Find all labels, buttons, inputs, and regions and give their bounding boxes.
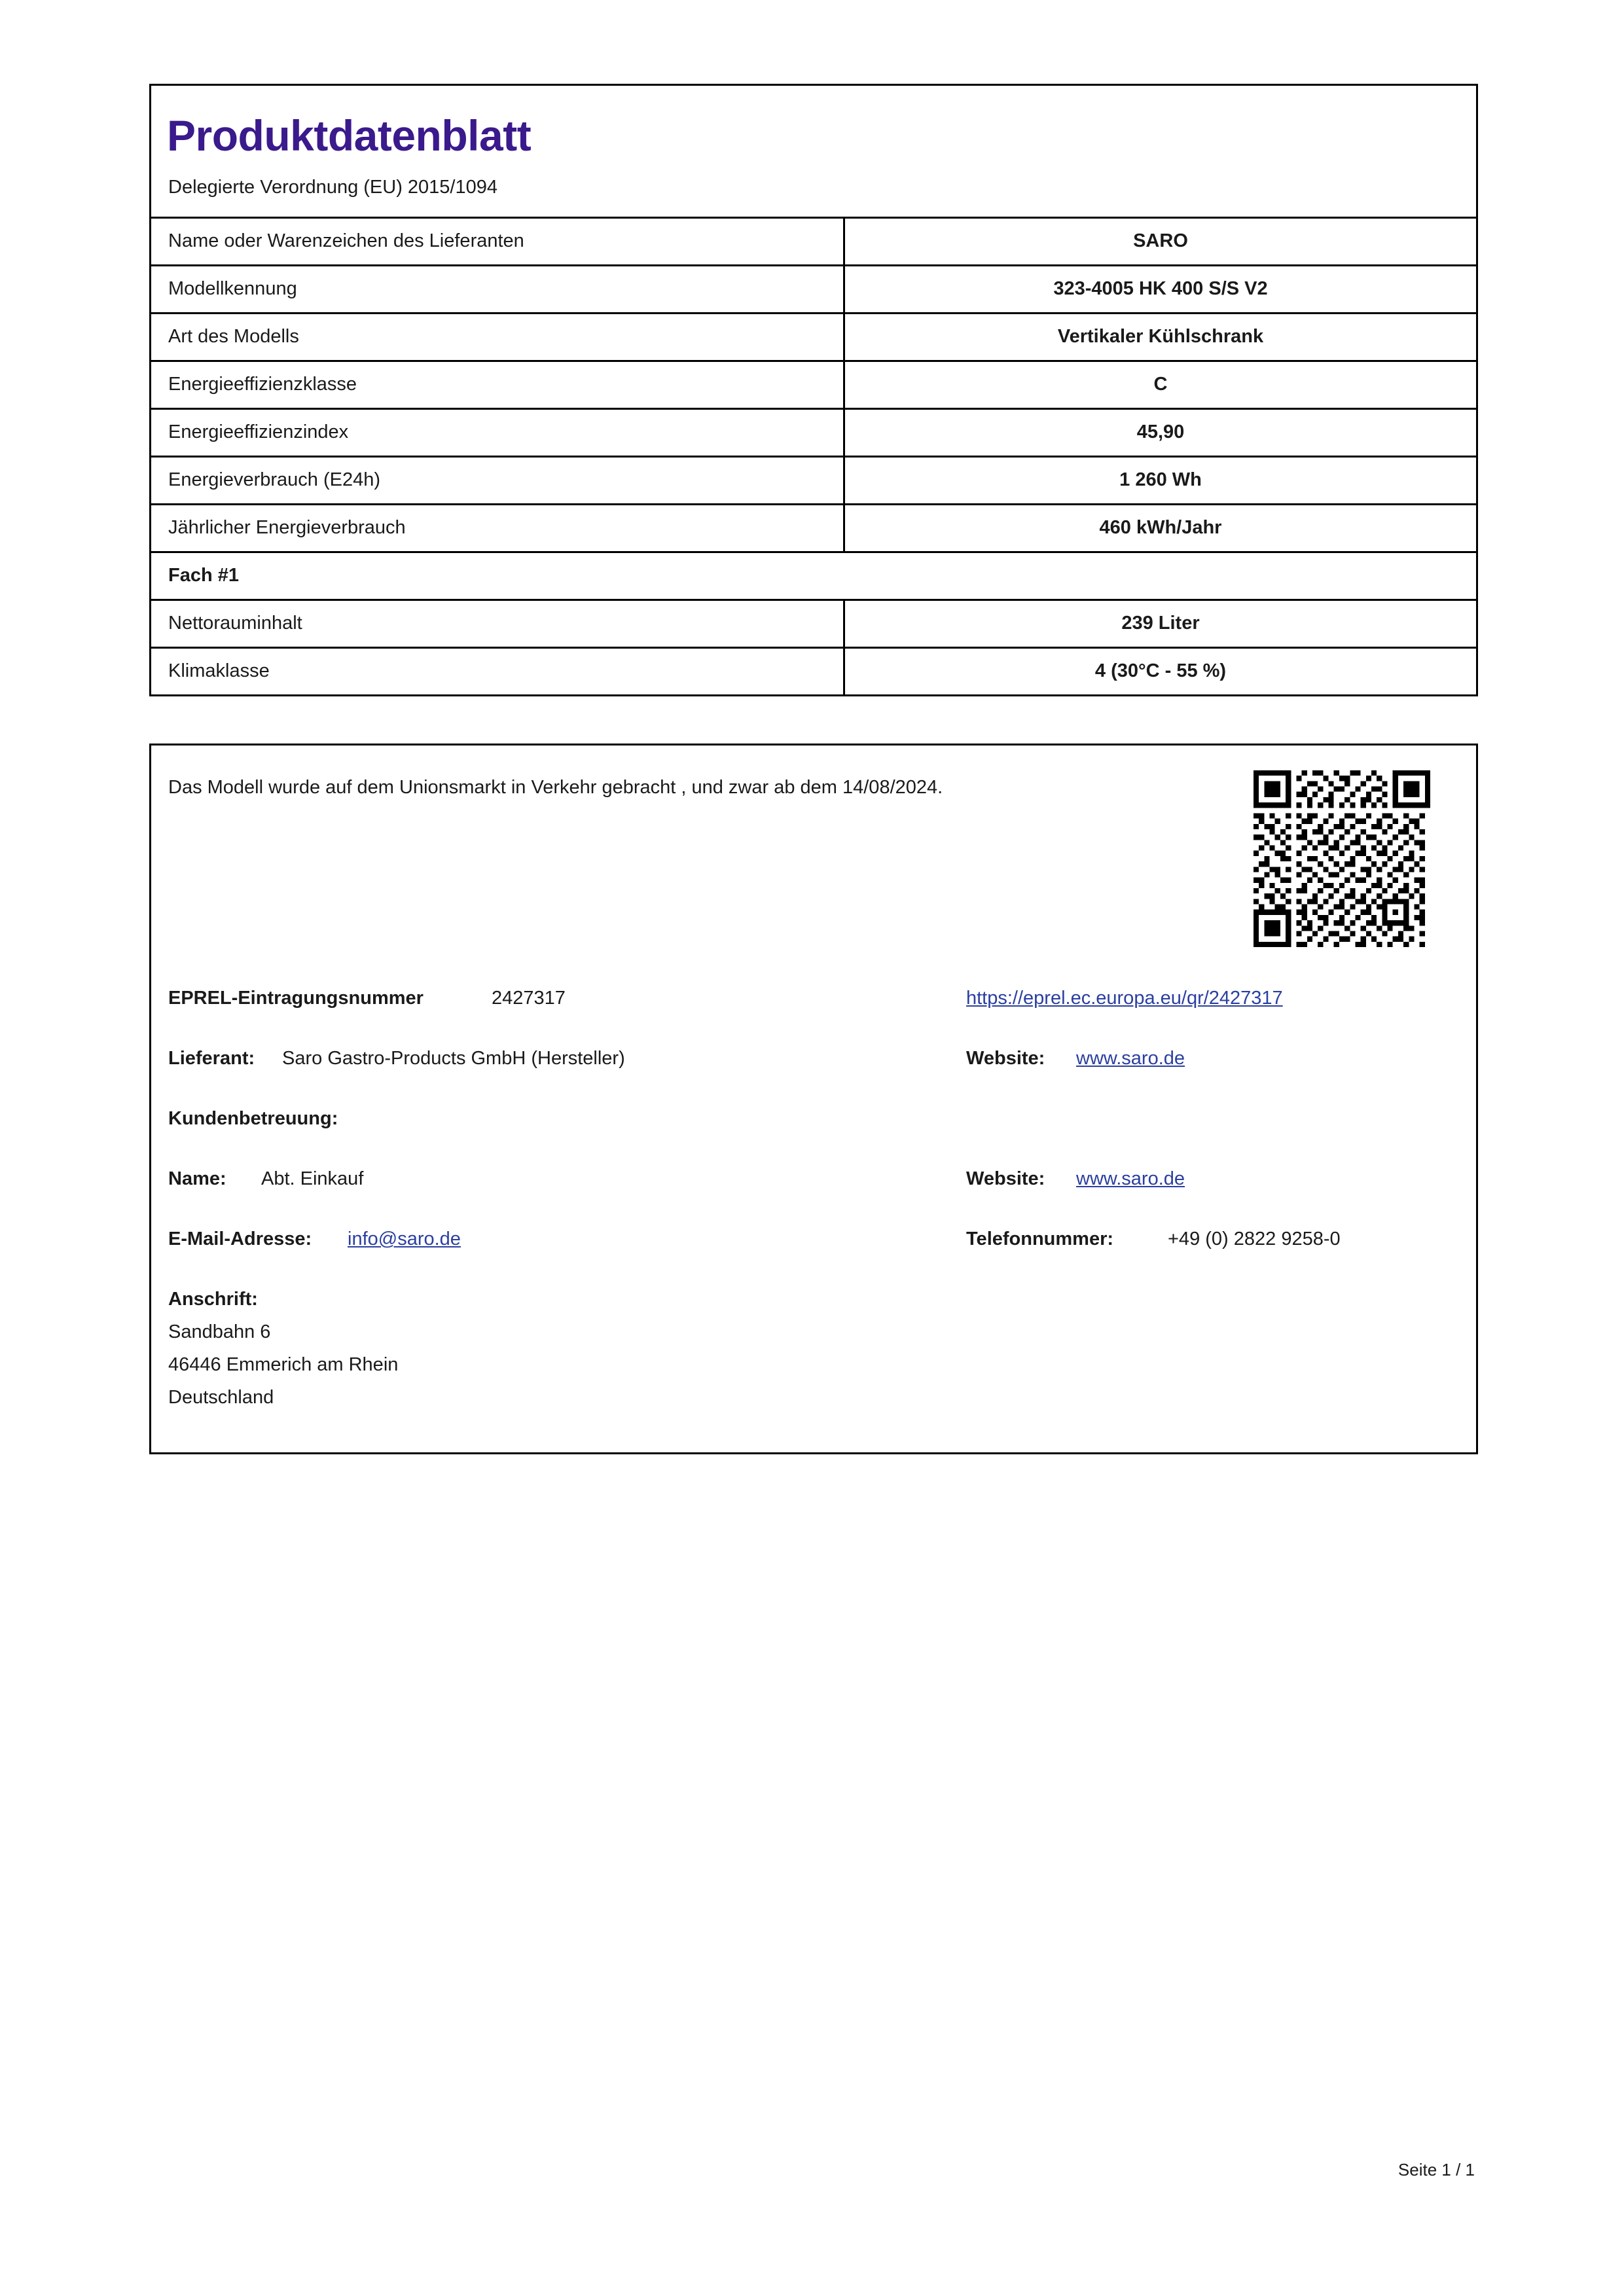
table-row [151, 408, 1476, 456]
table-cell-value: 460 kWh/Jahr [844, 504, 1477, 552]
table-cell-label: Modellkennung [151, 265, 844, 313]
table-cell-label: Energieeffizienzklasse [151, 361, 844, 408]
table-row [151, 361, 1476, 408]
address-line-2: 46446 Emmerich am Rhein [168, 1354, 399, 1375]
table-cell-value: Vertikaler Kühlschrank [844, 313, 1477, 361]
email-label: E-Mail-Adresse: [168, 1229, 312, 1249]
table-cell-value: 4 (30°C - 55 %) [844, 647, 1477, 694]
table-cell-label: Energieverbrauch (E24h) [151, 456, 844, 504]
qr-code-icon[interactable] [1254, 770, 1430, 947]
table-row [151, 313, 1476, 361]
table-cell-value: 45,90 [844, 408, 1477, 456]
phone-value: +49 (0) 2822 9258-0 [1168, 1229, 1341, 1249]
table-row [151, 504, 1476, 552]
table-cell-label: Klimaklasse [151, 647, 844, 694]
market-availability-text: Das Modell wurde auf dem Unionsmarkt in Verkehr gebracht , und zwar ab dem 14/08/2024. [168, 777, 943, 798]
table-row [151, 456, 1476, 504]
eprel-label: EPREL-Eintragungsnummer [168, 988, 424, 1009]
table-cell-label: Jährlicher Energieverbrauch [151, 504, 844, 552]
table-cell-value: 323-4005 HK 400 S/S V2 [844, 265, 1477, 313]
page-footer: Seite 1 / 1 [1398, 2160, 1475, 2179]
table-row [151, 600, 1476, 647]
info-frame [149, 744, 1478, 1454]
eprel-number: 2427317 [492, 988, 566, 1009]
eprel-url-link[interactable]: https://eprel.ec.europa.eu/qr/2427317 [966, 988, 1283, 1009]
page-title: Produktdatenblatt [167, 111, 532, 160]
table-cell-value: SARO [844, 217, 1477, 265]
address-line-1: Sandbahn 6 [168, 1321, 271, 1342]
table-row [151, 217, 1476, 265]
supplier-website-link[interactable]: www.saro.de [1076, 1048, 1185, 1069]
table-cell-value: 1 260 Wh [844, 456, 1477, 504]
address-label: Anschrift: [168, 1289, 258, 1310]
care-website-link[interactable]: www.saro.de [1076, 1168, 1185, 1189]
table-cell-label: Energieeffizienzindex [151, 408, 844, 456]
regulation-subtitle: Delegierte Verordnung (EU) 2015/1094 [168, 176, 497, 198]
phone-label: Telefonnummer: [966, 1229, 1114, 1249]
supplier-website-label: Website: [966, 1048, 1045, 1069]
contact-name-label: Name: [168, 1168, 226, 1189]
email-link[interactable]: info@saro.de [348, 1229, 461, 1249]
table-section-label: Fach #1 [151, 552, 1476, 600]
table-cell-label: Name oder Warenzeichen des Lieferanten [151, 217, 844, 265]
customer-care-label: Kundenbetreuung: [168, 1108, 338, 1129]
table-row [151, 265, 1476, 313]
table-cell-label: Art des Modells [151, 313, 844, 361]
table-cell-value: C [844, 361, 1477, 408]
supplier-value: Saro Gastro-Products GmbH (Hersteller) [282, 1048, 625, 1069]
address-line-3: Deutschland [168, 1387, 274, 1408]
table-cell-value: 239 Liter [844, 600, 1477, 647]
specification-table [151, 217, 1476, 694]
datasheet-frame [149, 84, 1478, 696]
care-website-label: Website: [966, 1168, 1045, 1189]
table-cell-label: Nettorauminhalt [151, 600, 844, 647]
contact-name-value: Abt. Einkauf [261, 1168, 364, 1189]
table-row [151, 647, 1476, 694]
table-section-row [151, 552, 1476, 600]
supplier-label: Lieferant: [168, 1048, 255, 1069]
